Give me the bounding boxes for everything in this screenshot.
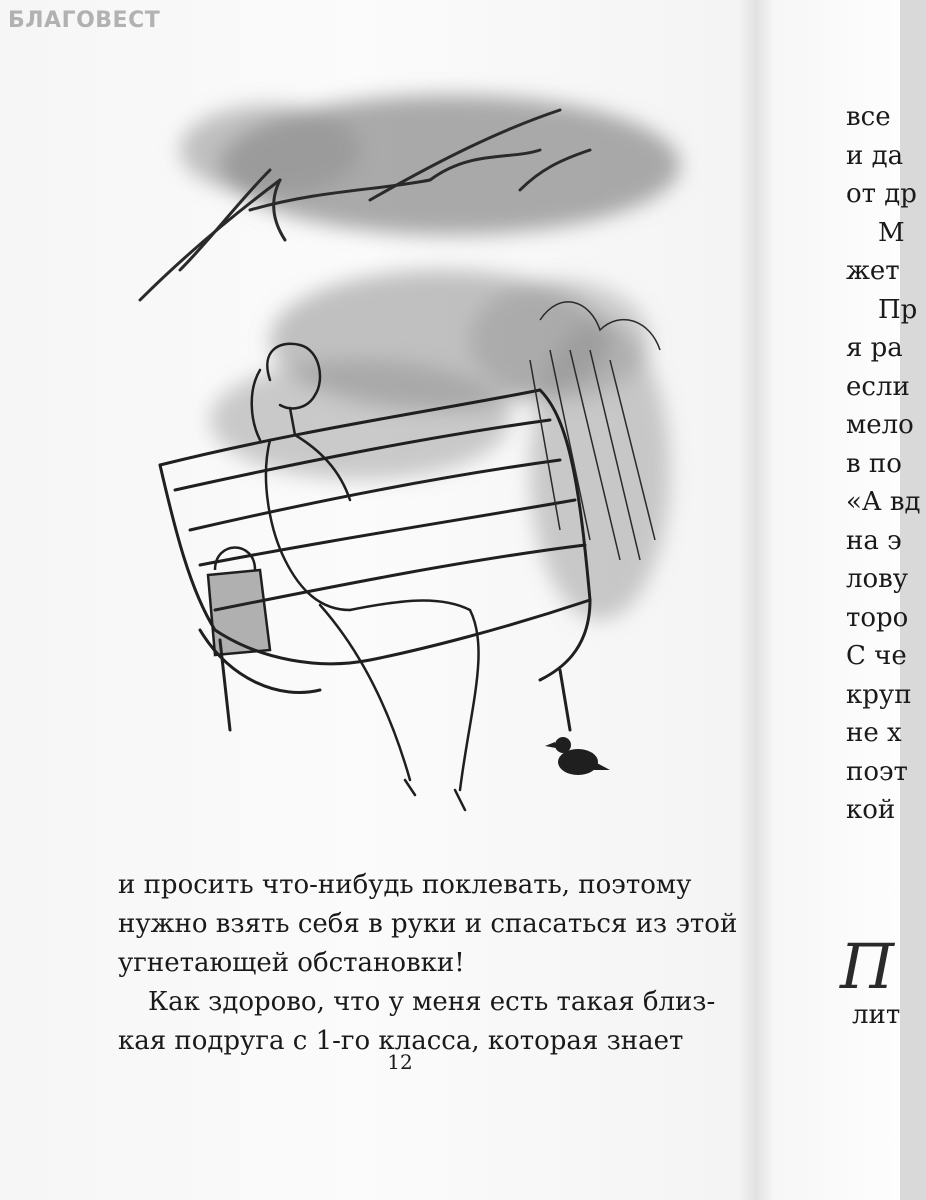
watermark: БЛАГОВЕСТ bbox=[8, 8, 161, 33]
text-fragment: на э bbox=[846, 525, 902, 556]
right-page-text bbox=[846, 98, 926, 830]
text-fragment: если bbox=[846, 371, 910, 402]
text-fragment: жет bbox=[846, 256, 900, 286]
text-fragment: поэт bbox=[846, 756, 908, 787]
text-fragment: круп bbox=[846, 679, 912, 710]
text-fragment: от др bbox=[846, 179, 917, 209]
text-line: нужно взять себя в руки и спасаться из этой bbox=[118, 909, 738, 939]
text-line: угнетающей обстановки! bbox=[118, 948, 465, 978]
text-fragment: торо bbox=[846, 602, 909, 633]
left-page-text bbox=[118, 866, 738, 1061]
text-fragment: кой bbox=[846, 795, 896, 825]
text-fragment: С че bbox=[846, 641, 907, 671]
bird bbox=[545, 737, 610, 775]
text-fragment: все bbox=[846, 102, 891, 132]
text-fragment: лову bbox=[846, 564, 909, 594]
text-fragment: «А вд bbox=[846, 487, 921, 517]
text-line: Как здорово, что у меня есть такая близ- bbox=[148, 987, 716, 1017]
text-fragment: в по bbox=[846, 448, 902, 479]
text-line: кая подруга с 1-го класса, которая знает bbox=[118, 1026, 684, 1056]
ink-wash bbox=[180, 95, 680, 620]
text-fragment: я ра bbox=[846, 333, 903, 363]
text-fragment: и да bbox=[846, 140, 904, 171]
page-number: 12 bbox=[387, 1050, 413, 1074]
text-fragment: не х bbox=[846, 718, 902, 748]
text-fragment: Пр bbox=[878, 294, 918, 325]
text-line: и просить что-нибудь поклевать, поэтому bbox=[118, 870, 692, 900]
bench-girl-illustration bbox=[120, 90, 700, 830]
text-fragment: М bbox=[878, 217, 905, 248]
text-fragment: лит bbox=[852, 1000, 901, 1030]
text-fragment: мело bbox=[846, 410, 914, 440]
drop-cap: П bbox=[840, 930, 895, 1003]
handbag bbox=[208, 548, 270, 656]
